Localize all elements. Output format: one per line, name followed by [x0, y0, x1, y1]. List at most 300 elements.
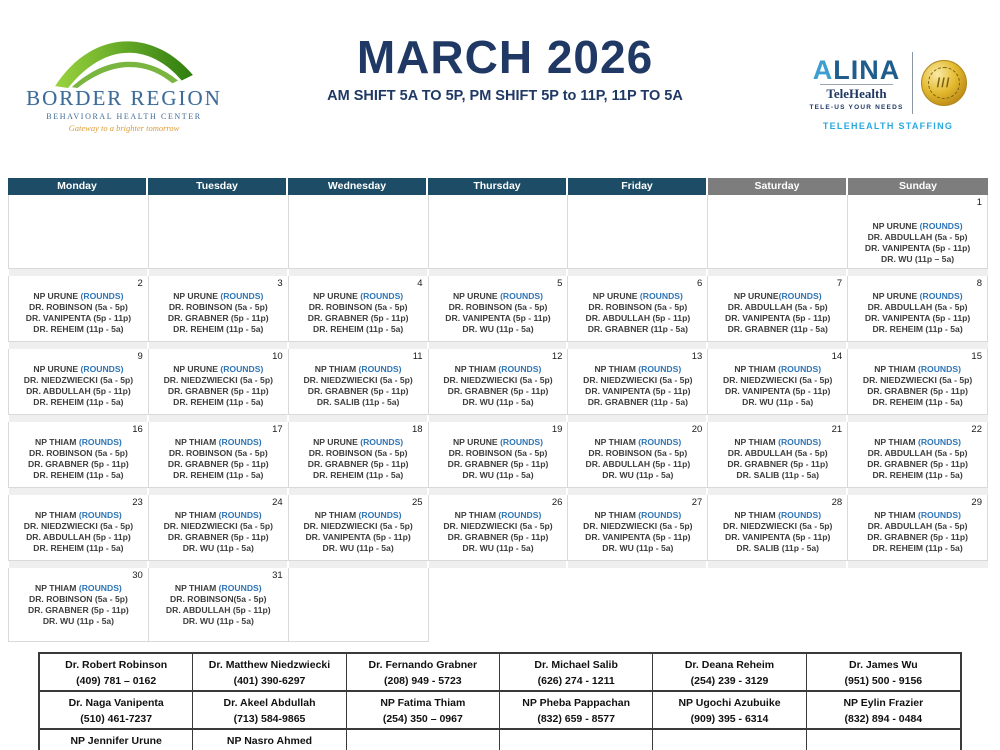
rounds-line: NP THIAM (ROUNDS) [174, 510, 262, 520]
day-shifts [289, 276, 428, 335]
contact-cell [193, 692, 346, 728]
week-row [8, 422, 988, 488]
contact-row [40, 654, 960, 692]
day-number: 25 [411, 497, 423, 508]
telehealth-staffing-caption: TELEHEALTH STAFFING [822, 121, 954, 131]
empty-area [848, 568, 988, 642]
spacer-cell [289, 415, 429, 422]
rounds-tag: (ROUNDS) [218, 510, 262, 520]
rounds-tag: (ROUNDS) [78, 437, 122, 447]
day-number: 16 [132, 424, 143, 435]
rounds-line: NP THIAM (ROUNDS) [594, 364, 682, 374]
spacer-cell [9, 488, 149, 495]
contact-name: Dr. Akeel Abdullah [223, 697, 316, 709]
day-number: 15 [971, 351, 982, 362]
contact-name: Dr. James Wu [848, 659, 918, 671]
shift-line: DR. GRABNER (5p - 11p) [307, 313, 409, 323]
day-cell [848, 276, 988, 342]
day-shifts [848, 495, 987, 554]
day-shifts [9, 495, 148, 554]
day-cell [848, 349, 988, 415]
day-cell [149, 422, 289, 488]
spacer-cell [708, 488, 848, 495]
shift-line: DR. WU (11p - 5a) [462, 397, 534, 407]
contact-cell [807, 654, 960, 690]
week-spacer [8, 488, 988, 495]
rounds-tag: (ROUNDS) [778, 437, 822, 447]
contact-cell [500, 692, 653, 728]
shift-line: DR. ROBINSON (5a - 5p) [448, 302, 548, 312]
shift-line: DR. GRABNER (5p - 11p) [167, 532, 269, 542]
rounds-tag: (ROUNDS) [778, 364, 822, 374]
rounds-line: NP URUNE (ROUNDS) [173, 364, 264, 374]
day-number: 1 [976, 197, 982, 208]
spacer-cell [429, 342, 569, 349]
spacer-cell [848, 269, 988, 276]
day-cell [9, 495, 149, 561]
alina-tagline: TELE-US YOUR NEEDS [809, 103, 904, 111]
rounds-line: NP THIAM (ROUNDS) [734, 364, 822, 374]
spacer-cell [289, 269, 429, 276]
day-number: 2 [137, 278, 143, 289]
shift-line: DR. NIEDZWIECKI (5a - 5p) [862, 375, 973, 385]
shift-line: DR. NIEDZWIECKI (5a - 5p) [723, 521, 833, 531]
rounds-tag: (ROUNDS) [500, 437, 544, 447]
week-spacer [8, 561, 988, 568]
arch-icon [16, 34, 232, 88]
contact-cell-empty [653, 730, 806, 750]
contact-name: Dr. Deana Reheim [684, 659, 775, 671]
day-cell [149, 568, 289, 642]
day-cell [568, 495, 708, 561]
day-shifts [708, 495, 847, 554]
day-number: 7 [836, 278, 843, 289]
shift-line: DR. VANIPENTA (5p - 11p) [585, 386, 691, 396]
spacer-cell [568, 415, 708, 422]
rounds-tag: (ROUNDS) [80, 291, 124, 301]
shift-line: DR. NIEDZWIECKI (5a - 5p) [163, 521, 273, 531]
contact-phone: (713) 584-9865 [233, 713, 306, 725]
weekday-header-row [8, 178, 988, 195]
day-shifts [9, 422, 148, 481]
week-spacer [8, 342, 988, 349]
brg-subname: BEHAVIORAL HEALTH CENTER [46, 112, 202, 121]
shift-line: DR. ABDULLAH (5p - 11p) [165, 605, 271, 615]
rounds-line: NP URUNE (ROUNDS) [173, 291, 264, 301]
contact-row [40, 730, 960, 750]
rounds-line: NP THIAM (ROUNDS) [174, 437, 262, 447]
rounds-line: NP THIAM (ROUNDS) [734, 437, 822, 447]
day-number: 20 [691, 424, 703, 435]
shift-line: DR. WU (11p - 5a) [462, 543, 534, 553]
shift-line: DR. GRABNER (5p - 11p) [447, 459, 549, 469]
rounds-line: NP THIAM (ROUNDS) [314, 364, 402, 374]
spacer-cell [568, 269, 708, 276]
rounds-tag: (ROUNDS) [919, 291, 963, 301]
shift-line: DR. REHEIM (11p - 5a) [33, 470, 124, 480]
shift-line: DR. ABDULLAH (5a - 5p) [867, 302, 968, 312]
blank-day-cell [9, 195, 149, 269]
week-row [8, 349, 988, 415]
shift-line: DR. VANIPENTA (5p - 11p) [725, 313, 831, 323]
rounds-tag: (ROUNDS) [220, 291, 264, 301]
weekday-wednesday: Wednesday [288, 178, 428, 195]
page-title: MARCH 2026 [356, 31, 654, 83]
contact-name: NP Nasro Ahmed [226, 735, 313, 747]
day-cell [708, 276, 848, 342]
rounds-tag: (ROUNDS) [917, 437, 961, 447]
contact-phone: (409) 781 – 0162 [76, 675, 157, 687]
spacer-cell [708, 269, 848, 276]
day-shifts [848, 276, 987, 335]
day-cell [9, 276, 149, 342]
rounds-tag: (ROUNDS) [778, 510, 822, 520]
spacer-cell [289, 342, 429, 349]
shift-line: DR. GRABNER (5p - 11p) [167, 386, 269, 396]
week-row [8, 495, 988, 561]
day-number: 22 [971, 424, 982, 435]
contact-cell [193, 654, 346, 690]
contact-phone: (401) 390-6297 [233, 675, 306, 687]
shift-line: DR. WU (11p - 5a) [602, 470, 674, 480]
contact-phone: (832) 659 - 8577 [537, 713, 615, 725]
day-number: 18 [411, 424, 423, 435]
rounds-line: NP THIAM (ROUNDS) [594, 510, 682, 520]
day-shifts [149, 276, 288, 335]
rounds-line: NP URUNE (ROUNDS) [313, 291, 404, 301]
day-number: 4 [417, 278, 423, 289]
day-number: 9 [137, 351, 143, 362]
alina-telehealth-logo [798, 52, 978, 131]
spacer-cell [848, 415, 988, 422]
shift-line: DR. ROBINSON (5a - 5p) [308, 448, 408, 458]
contact-cell [807, 692, 960, 728]
alina-wordmark: ALINA [812, 54, 901, 85]
day-shifts [429, 349, 568, 408]
day-cell [429, 422, 569, 488]
shift-line: DR. ROBINSON (5a - 5p) [308, 302, 408, 312]
spacer-cell [149, 342, 289, 349]
day-cell [568, 276, 708, 342]
day-cell [9, 349, 149, 415]
contact-cell-empty [807, 730, 960, 750]
day-number: 30 [132, 570, 143, 581]
day-shifts [848, 195, 987, 265]
week-spacer [8, 415, 988, 422]
shift-line: DR. ROBINSON (5a - 5p) [29, 448, 128, 458]
blank-day-cell [708, 195, 848, 269]
day-shifts [708, 422, 847, 481]
day-cell [708, 349, 848, 415]
contact-cell [653, 654, 806, 690]
shift-line: DR. ABDULLAH (5a - 5p) [867, 521, 968, 531]
blank-day-cell [289, 195, 429, 269]
day-cell [429, 495, 569, 561]
shift-line: DR. ABDULLAH (5p - 11p) [26, 386, 131, 396]
week-row [8, 195, 988, 269]
rounds-tag: (ROUNDS) [360, 437, 404, 447]
contact-phone: (909) 395 - 6314 [690, 713, 769, 725]
title-block [300, 30, 710, 104]
rounds-line: NP THIAM (ROUNDS) [454, 364, 542, 374]
day-number: 14 [831, 351, 843, 362]
gold-seal-icon [921, 60, 967, 106]
rounds-tag: (ROUNDS) [917, 364, 961, 374]
shift-line: DR. NIEDZWIECKI (5a - 5p) [443, 375, 553, 385]
day-shifts [289, 495, 428, 554]
rounds-tag: (ROUNDS) [638, 364, 682, 374]
day-number: 19 [551, 424, 563, 435]
rounds-tag: (ROUNDS) [360, 291, 404, 301]
shift-line: DR. ROBINSON (5a - 5p) [448, 448, 548, 458]
contact-name: NP Eylin Frazier [843, 697, 924, 709]
day-number: 21 [831, 424, 843, 435]
shift-line: DR. VANIPENTA (5p - 11p) [445, 313, 551, 323]
contact-phone: (254) 239 - 3129 [690, 675, 769, 687]
rounds-tag: (ROUNDS) [638, 437, 682, 447]
spacer-cell [9, 342, 149, 349]
spacer-cell [848, 342, 988, 349]
spacer-cell [9, 561, 149, 568]
day-shifts [149, 349, 288, 408]
shift-line: DR. WU (11p - 5a) [602, 543, 674, 553]
day-cell [708, 495, 848, 561]
rounds-tag: (ROUNDS) [638, 510, 682, 520]
rounds-tag: (ROUNDS) [78, 510, 122, 520]
rounds-tag: (ROUNDS) [917, 510, 961, 520]
day-shifts [149, 422, 288, 481]
spacer-cell [568, 488, 708, 495]
week-spacer [8, 269, 988, 276]
spacer-cell [848, 488, 988, 495]
shift-line: DR. GRABNER (5p - 11p) [727, 459, 829, 469]
day-number: 29 [971, 497, 982, 508]
rounds-tag: (ROUNDS) [498, 364, 542, 374]
rounds-tag: (ROUNDS) [500, 291, 544, 301]
rounds-tag: (ROUNDS) [639, 291, 683, 301]
shift-line: DR. NIEDZWIECKI (5a - 5p) [583, 375, 693, 385]
shift-line: DR. NIEDZWIECKI (5a - 5p) [443, 521, 553, 531]
brg-tagline: Gateway to a brighter tomorrow [68, 123, 180, 133]
day-shifts [568, 349, 707, 408]
day-shifts [149, 495, 288, 554]
shift-line: DR. WU (11p - 5a) [182, 616, 254, 626]
rounds-line: NP THIAM (ROUNDS) [35, 437, 122, 447]
shift-line: DR. GRABNER (5p - 11p) [307, 459, 409, 469]
rounds-line: NP URUNE (ROUNDS) [33, 291, 124, 301]
shift-line: DR. REHEIM (11p - 5a) [173, 470, 264, 480]
weekday-monday: Monday [8, 178, 148, 195]
rounds-line: NP URUNE (ROUNDS) [872, 221, 963, 231]
logo-divider [912, 52, 913, 114]
shift-line: DR. ROBINSON(5a - 5p) [170, 594, 267, 604]
contact-name: NP Ugochi Azubuike [678, 697, 781, 709]
shift-line: DR. NIEDZWIECKI (5a - 5p) [163, 375, 273, 385]
rounds-line: NP URUNE (ROUNDS) [452, 291, 544, 301]
day-number: 5 [557, 278, 563, 289]
spacer-cell [149, 561, 289, 568]
spacer-cell [568, 342, 708, 349]
day-number: 26 [551, 497, 563, 508]
day-number: 10 [272, 351, 283, 362]
day-cell [848, 195, 988, 269]
blank-day-cell [429, 195, 569, 269]
day-shifts [848, 422, 987, 481]
contact-cell [653, 692, 806, 728]
spacer-cell [708, 561, 848, 568]
day-cell [429, 276, 569, 342]
rounds-tag: (ROUNDS) [919, 221, 963, 231]
rounds-tag: (ROUNDS) [218, 437, 262, 447]
shift-line: DR. REHEIM (11p - 5a) [872, 324, 963, 334]
rounds-tag: (ROUNDS) [358, 364, 402, 374]
contact-name: NP Pheba Pappachan [522, 697, 631, 709]
contacts-table [38, 652, 962, 750]
day-shifts [149, 568, 288, 627]
shift-line: DR. ROBINSON (5a - 5p) [168, 302, 268, 312]
spacer-cell [708, 415, 848, 422]
shift-line: DR. REHEIM (11p - 5a) [173, 397, 264, 407]
spacer-cell [9, 415, 149, 422]
shift-line: DR. REHEIM (11p - 5a) [872, 543, 963, 553]
contact-name: Dr. Fernando Grabner [368, 659, 478, 671]
rounds-line: NP THIAM (ROUNDS) [734, 510, 822, 520]
rounds-tag: (ROUNDS) [778, 291, 822, 301]
contact-phone: (254) 350 – 0967 [382, 713, 463, 725]
shift-line: DR. VANIPENTA (5p - 11p) [305, 532, 411, 542]
shift-line: DR. ROBINSON (5a - 5p) [588, 302, 688, 312]
blank-day-cell [149, 195, 289, 269]
day-shifts [289, 422, 428, 481]
day-number: 31 [272, 570, 283, 581]
spacer-cell [848, 561, 988, 568]
shift-line: DR. GRABNER (5p - 11p) [28, 459, 129, 469]
shift-line: DR. REHEIM (11p - 5a) [33, 543, 124, 553]
shift-line: DR. ABDULLAH (5p - 11p) [585, 459, 691, 469]
shift-line: DR. VANIPENTA (5p - 11p) [725, 386, 831, 396]
alina-telehealth-text: TeleHealth [820, 84, 892, 102]
day-number: 24 [272, 497, 283, 508]
spacer-cell [429, 561, 569, 568]
rounds-line: NP THIAM (ROUNDS) [454, 510, 542, 520]
spacer-cell [149, 415, 289, 422]
shift-line: DR. ABDULLAH (5a - 5p) [867, 448, 968, 458]
day-cell [568, 422, 708, 488]
shift-line: DR. VANIPENTA (5p - 11p) [864, 243, 971, 253]
spacer-cell [149, 269, 289, 276]
shift-line: DR. SALIB (11p - 5a) [736, 543, 820, 553]
blank-day-cell [568, 195, 708, 269]
empty-area [708, 568, 848, 642]
weekday-sunday: Sunday [848, 178, 988, 195]
day-number: 8 [976, 278, 982, 289]
day-cell [708, 422, 848, 488]
calendar-table [8, 178, 988, 642]
day-number: 13 [691, 351, 703, 362]
day-cell [848, 422, 988, 488]
rounds-line: NP THIAM (ROUNDS) [314, 510, 402, 520]
contact-name: Dr. Naga Vanipenta [68, 697, 164, 709]
weekday-friday: Friday [568, 178, 708, 195]
rounds-line: NP URUNE (ROUNDS) [313, 437, 404, 447]
shift-line: DR. REHEIM (11p - 5a) [33, 324, 124, 334]
contact-phone: (951) 500 - 9156 [844, 675, 923, 687]
shift-line: DR. GRABNER (5p - 11p) [447, 386, 549, 396]
contact-cell [500, 654, 653, 690]
shift-line: DR. REHEIM (11p - 5a) [313, 324, 404, 334]
day-cell [149, 495, 289, 561]
day-cell [149, 349, 289, 415]
shift-line: DR. GRABNER (5p - 11p) [447, 532, 549, 542]
rounds-line: NP THIAM (ROUNDS) [874, 510, 961, 520]
shift-line: DR. WU (11p - 5a) [42, 616, 114, 626]
shift-line: DR. WU (11p - 5a) [462, 470, 534, 480]
day-shifts [848, 349, 987, 408]
rounds-line: NP THIAM (ROUNDS) [874, 364, 961, 374]
shift-line: DR. GRABNER (5p - 11p) [867, 459, 968, 469]
contact-cell [347, 692, 500, 728]
spacer-cell [9, 269, 149, 276]
shift-line: DR. WU (11p - 5a) [462, 324, 534, 334]
shift-line: DR. GRABNER (11p - 5a) [587, 397, 688, 407]
day-cell [848, 495, 988, 561]
weekday-saturday: Saturday [708, 178, 848, 195]
day-cell [289, 349, 429, 415]
day-shifts [9, 349, 148, 408]
day-shifts [568, 422, 707, 481]
shift-line: DR. NIEDZWIECKI (5a - 5p) [23, 375, 134, 385]
day-shifts [9, 568, 148, 627]
day-number: 27 [691, 497, 703, 508]
shift-line: DR. NIEDZWIECKI (5a - 5p) [303, 521, 413, 531]
shift-line: DR. GRABNER (5p - 11p) [167, 459, 269, 469]
shift-line: DR. GRABNER (11p - 5a) [727, 324, 828, 334]
rounds-line: NP THIAM (ROUNDS) [594, 437, 682, 447]
contact-name: Dr. Michael Salib [534, 659, 618, 671]
weekday-thursday: Thursday [428, 178, 568, 195]
day-cell [289, 276, 429, 342]
contact-cell [40, 692, 193, 728]
day-shifts [9, 276, 148, 335]
shift-line: DR. REHEIM (11p - 5a) [872, 470, 963, 480]
contact-name: NP Fatima Thiam [380, 697, 466, 709]
contact-name: Dr. Matthew Niedzwiecki [208, 659, 331, 671]
weekday-tuesday: Tuesday [148, 178, 288, 195]
rounds-line: NP URUNE (ROUNDS) [592, 291, 683, 301]
shift-line: DR. VANIPENTA (5p - 11p) [585, 532, 691, 542]
shift-line: DR. REHEIM (11p - 5a) [173, 324, 264, 334]
spacer-cell [149, 488, 289, 495]
day-shifts [429, 495, 568, 554]
contact-phone: (832) 894 - 0484 [844, 713, 923, 725]
day-cell [9, 422, 149, 488]
shift-line: DR. ABDULLAH (5a - 5p) [727, 448, 828, 458]
shift-line: DR. WU (11p – 5a) [881, 254, 955, 264]
day-cell [289, 422, 429, 488]
brg-name: BORDER REGION [26, 86, 222, 110]
shift-line: DR. VANIPENTA (5p - 11p) [25, 313, 132, 323]
day-number: 28 [831, 497, 843, 508]
spacer-cell [708, 342, 848, 349]
shift-line: DR. SALIB (11p - 5a) [316, 397, 400, 407]
spacer-cell [568, 561, 708, 568]
shift-line: DR. ABDULLAH (5p - 11p) [26, 532, 131, 542]
rounds-tag: (ROUNDS) [80, 364, 124, 374]
shift-line: DR. SALIB (11p - 5a) [736, 470, 820, 480]
shift-line: DR. NIEDZWIECKI (5a - 5p) [723, 375, 833, 385]
contact-name: Dr. Robert Robinson [65, 659, 168, 671]
shift-line: DR. GRABNER (5p - 11p) [867, 386, 968, 396]
